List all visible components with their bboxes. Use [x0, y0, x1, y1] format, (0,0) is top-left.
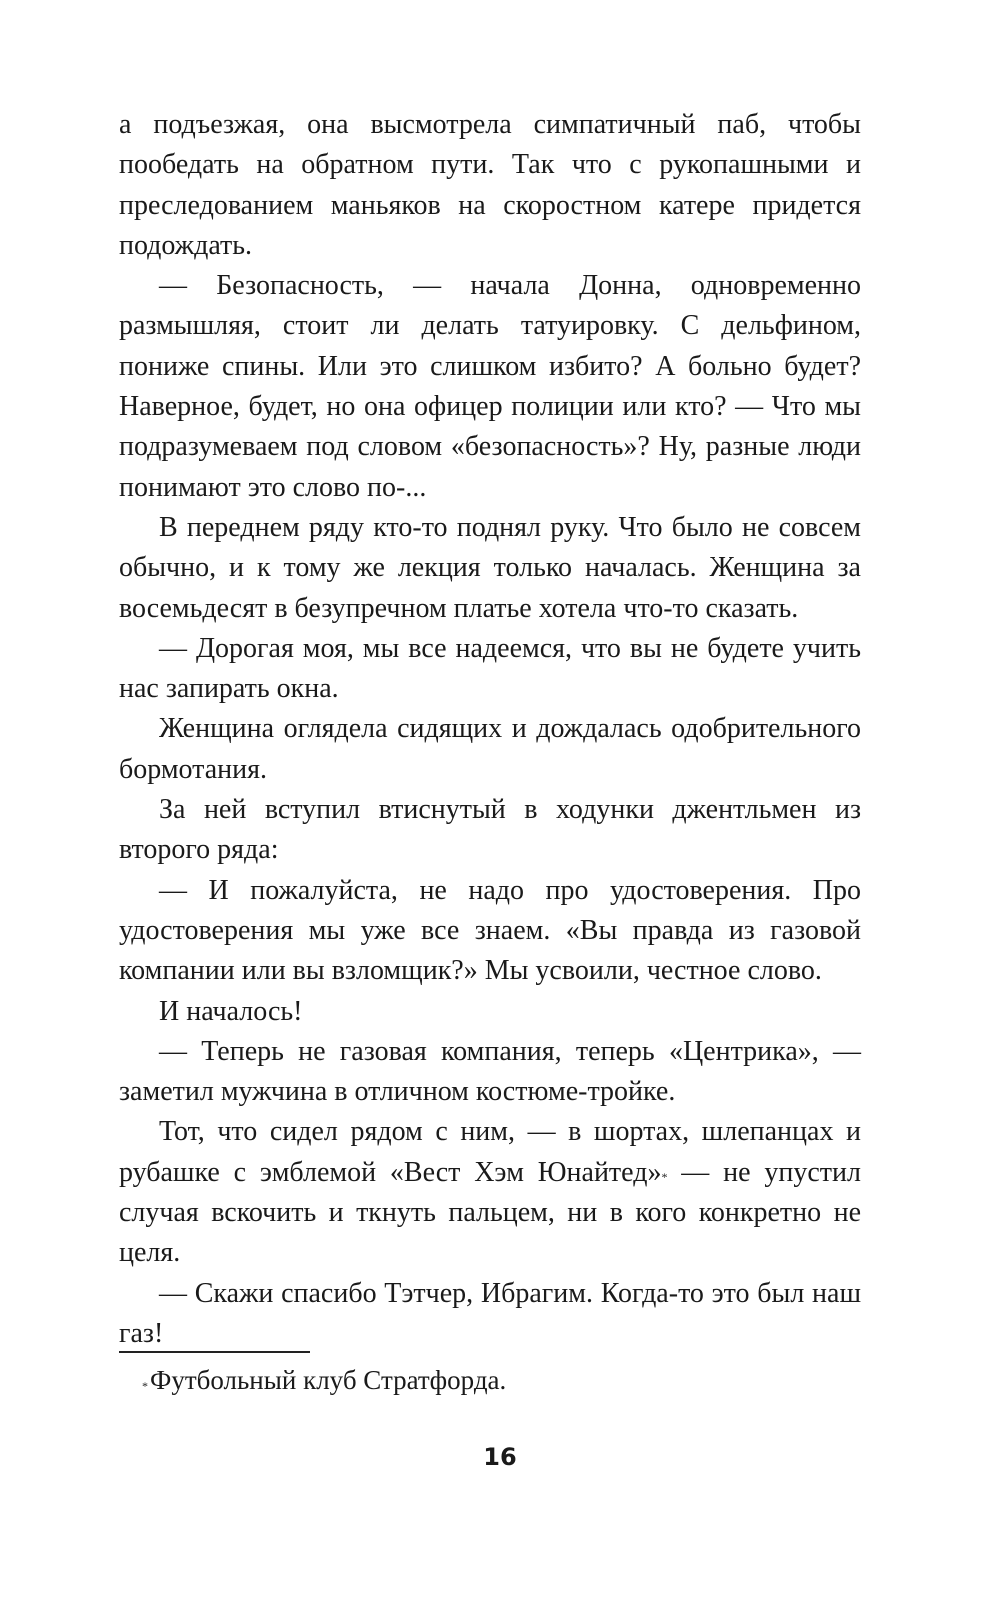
paragraph: — Безопасность, — начала Донна, одновременно размышляя, стоит ли делать татуировку. С дельфином, пониже спины. Или это слишком избито? А больно будет? Наверное, будет, но она офицер полиции или кто? — Что мы подразумеваем под словом «безопасность»? Ну, разные люди понимают это слово по-...: [119, 270, 861, 503]
footnote-divider: [119, 1351, 310, 1353]
paragraph: Женщина оглядела сидящих и дождалась одобрительного бормотания.: [119, 713, 861, 785]
body-text: [119, 105, 861, 1354]
footnote-text: Футбольный клуб Стратфорда.: [150, 1365, 507, 1395]
paragraph: — Теперь не газовая компания, теперь «Центрика», — заметил мужчина в отличном костюме-тройке.: [119, 1035, 861, 1108]
paragraph: — Скажи спасибо Тэтчер, Ибрагим. Когда-то это был наш газ!: [119, 1277, 861, 1349]
footnote-marker: *: [142, 1379, 148, 1393]
paragraph: В переднем ряду кто-то поднял руку. Что было не совсем обычно, и к тому же лекция только началась. Женщина за восемьдесят в безупречном платье хотела что-то сказать.: [119, 511, 861, 624]
paragraph: И началось!: [159, 995, 303, 1027]
paragraph-text-after-ref: — не упустил случая вскочить и ткнуть пальцем, ни в кого конкретно не целя.: [119, 1156, 861, 1269]
paragraph: а подъезжая, она высмотрела симпатичный паб, чтобы пообедать на обратном пути. Так что с рукопашными и преследованием маньяков на скоростном катере придется подождать.: [119, 109, 861, 261]
paragraph-with-footnote-ref: [119, 1112, 861, 1273]
paragraph: — Дорогая моя, мы все надеемся, что вы не будете учить нас запирать окна.: [119, 632, 861, 705]
paragraph: — И пожалуйста, не надо про удостоверения. Про удостоверения мы уже все знаем. «Вы правда из газовой компании или вы взломщик?» Мы усвоили, честное слово.: [119, 874, 861, 987]
page-number: 16: [483, 1443, 517, 1471]
footnote-reference[interactable]: *: [661, 1169, 668, 1184]
footnote: [142, 1360, 506, 1400]
paragraph-text-before-ref: Тот, что сидел рядом с ним, — в шортах, шлепанцах и рубашке с эмблемой «Вест Хэм Юнайтед»: [119, 1116, 861, 1188]
paragraph: За ней вступил втиснутый в ходунки джентльмен из второго ряда:: [119, 794, 861, 866]
